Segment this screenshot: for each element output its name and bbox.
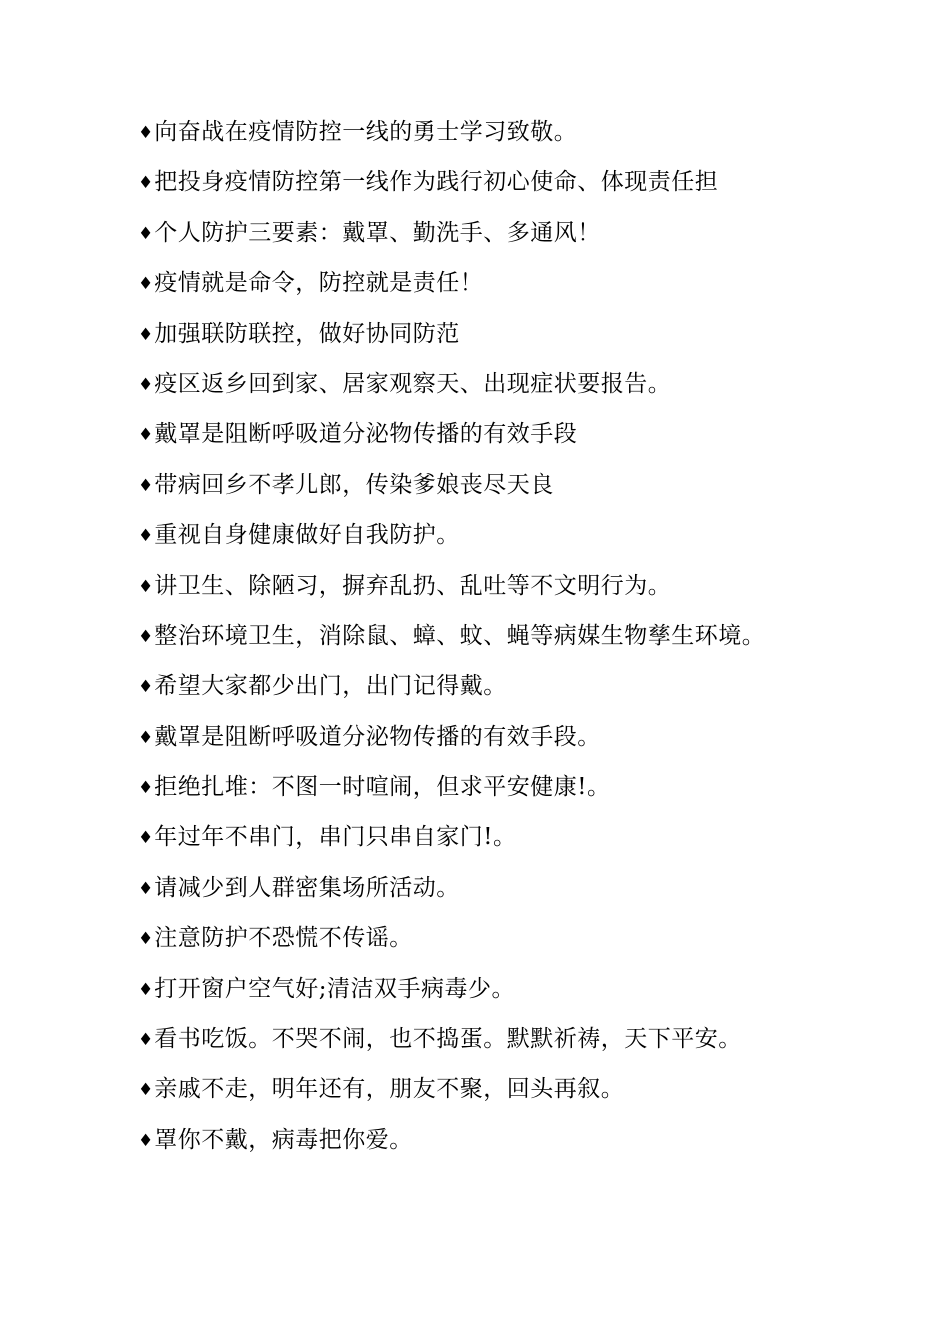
diamond-bullet-icon: ♦ bbox=[138, 173, 154, 194]
list-item bbox=[138, 969, 918, 1019]
diamond-bullet-icon: ♦ bbox=[138, 979, 154, 1000]
diamond-bullet-icon: ♦ bbox=[138, 324, 154, 345]
list-item-text: 打开窗户空气好;清洁双手病毒少。 bbox=[154, 975, 515, 1002]
diamond-bullet-icon: ♦ bbox=[138, 1030, 154, 1051]
diamond-bullet-icon: ♦ bbox=[138, 929, 154, 950]
list-item-text: 向奋战在疫情防控一线的勇士学习致敬。 bbox=[154, 119, 578, 145]
list-item bbox=[138, 616, 918, 666]
list-item bbox=[138, 314, 918, 364]
list-item-text: 罩你不戴，病毒把你爱。 bbox=[154, 1126, 413, 1153]
list-item bbox=[138, 817, 918, 867]
diamond-bullet-icon: ♦ bbox=[138, 374, 154, 395]
diamond-bullet-icon: ♦ bbox=[138, 1130, 154, 1151]
list-item bbox=[138, 213, 918, 263]
list-item bbox=[138, 1069, 918, 1119]
diamond-bullet-icon: ♦ bbox=[138, 878, 154, 899]
list-item bbox=[138, 162, 918, 212]
list-item-text: 加强联防联控，做好协同防范 bbox=[154, 320, 460, 347]
diamond-bullet-icon: ♦ bbox=[138, 475, 154, 496]
diamond-bullet-icon: ♦ bbox=[138, 274, 154, 295]
list-item-text: 带病回乡不孝儿郎，传染爹娘丧尽天良 bbox=[154, 471, 554, 498]
list-item bbox=[138, 1019, 918, 1069]
diamond-bullet-icon: ♦ bbox=[138, 828, 154, 849]
list-item bbox=[138, 515, 918, 565]
list-item bbox=[138, 465, 918, 515]
diamond-bullet-icon: ♦ bbox=[138, 727, 154, 748]
list-item bbox=[138, 666, 918, 716]
diamond-bullet-icon: ♦ bbox=[138, 123, 154, 143]
diamond-bullet-icon: ♦ bbox=[138, 1080, 154, 1101]
list-item-text: 请减少到人群密集场所活动。 bbox=[154, 874, 460, 901]
list-item-text: 注意防护不恐慌不传谣。 bbox=[154, 925, 413, 952]
diamond-bullet-icon: ♦ bbox=[138, 677, 154, 698]
diamond-bullet-icon: ♦ bbox=[138, 778, 154, 799]
list-item-text: 重视自身健康做好自我防护。 bbox=[154, 522, 460, 549]
list-item bbox=[138, 263, 918, 313]
list-item-text: 把投身疫情防控第一线作为践行初心使命、体现责任担 bbox=[154, 169, 719, 196]
list-item-text: 个人防护三要素：戴罩、勤洗手、多通风！ bbox=[154, 219, 601, 246]
list-item-text: 拒绝扎堆：不图一时喧闹，但求平安健康!。 bbox=[154, 774, 611, 801]
diamond-bullet-icon: ♦ bbox=[138, 223, 154, 244]
list-item bbox=[138, 868, 918, 918]
list-item-text: 疫情就是命令，防控就是责任！ bbox=[154, 270, 484, 297]
list-item-text: 戴罩是阻断呼吸道分泌物传播的有效手段 bbox=[154, 421, 578, 448]
diamond-bullet-icon: ♦ bbox=[138, 576, 154, 597]
list-item-text: 讲卫生、除陋习，摒弃乱扔、乱吐等不文明行为。 bbox=[154, 572, 672, 599]
list-item bbox=[138, 112, 918, 162]
slogan-list bbox=[138, 112, 918, 1170]
diamond-bullet-icon: ♦ bbox=[138, 425, 154, 446]
list-item bbox=[138, 767, 918, 817]
list-item-text: 年过年不串门，串门只串自家门!。 bbox=[154, 824, 517, 851]
list-item bbox=[138, 717, 918, 767]
list-item bbox=[138, 364, 918, 414]
list-item bbox=[138, 566, 918, 616]
list-item bbox=[138, 1120, 918, 1170]
list-item bbox=[138, 414, 918, 464]
list-item-text: 亲戚不走，明年还有，朋友不聚，回头再叙。 bbox=[154, 1076, 625, 1103]
list-item-text: 疫区返乡回到家、居家观察天、出现症状要报告。 bbox=[154, 370, 672, 397]
list-item bbox=[138, 918, 918, 968]
list-item-text: 戴罩是阻断呼吸道分泌物传播的有效手段。 bbox=[154, 723, 601, 750]
list-item-text: 看书吃饭。不哭不闹，也不捣蛋。默默祈祷，天下平安。 bbox=[154, 1026, 742, 1053]
list-item-text: 整治环境卫生，消除鼠、蟑、蚊、蝇等病媒生物孳生环境。 bbox=[154, 622, 766, 649]
diamond-bullet-icon: ♦ bbox=[138, 626, 154, 647]
diamond-bullet-icon: ♦ bbox=[138, 526, 154, 547]
list-item-text: 希望大家都少出门，出门记得戴。 bbox=[154, 673, 507, 700]
